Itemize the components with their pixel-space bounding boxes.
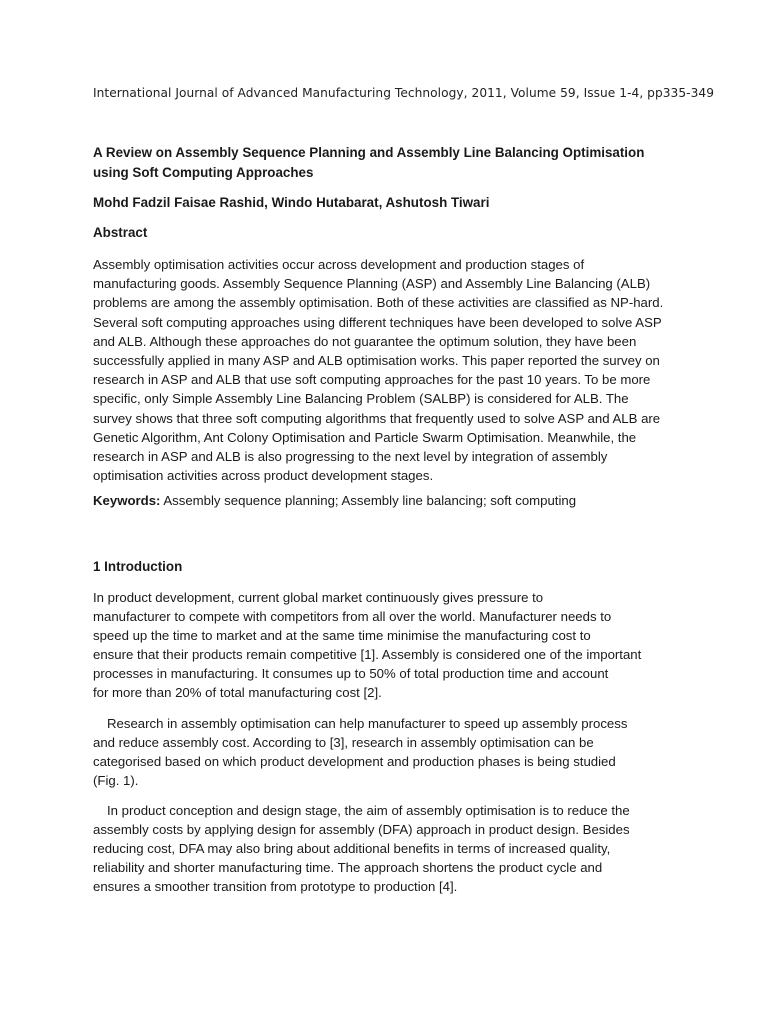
paragraph-line: and reduce assembly cost. According to [3], research in assembly optimisation can be [93, 734, 594, 750]
paper-title: A Review on Assembly Sequence Planning and Assembly Line Balancing Optimisation using Soft Computing Approaches [93, 145, 645, 180]
paragraph-line: reliability and shorter manufacturing time. The approach shortens the product cycle and [93, 859, 603, 875]
paragraph-line: In product conception and design stage, the aim of assembly optimisation is to reduce the [107, 803, 630, 818]
intro-paragraph-2 [93, 715, 673, 791]
paragraph-line: processes in manufacturing. It consumes up to 50% of total production time and account [93, 665, 609, 681]
paragraph-line: categorised based on which product development and production phases is being studied [93, 753, 616, 769]
journal-citation: International Journal of Advanced Manufacturing Technology, 2011, Volume 59, Issue 1-4, pp335-349 [93, 86, 715, 100]
paragraph-line: manufacturer to compete with competitors from all over the world. Manufacturer needs to [93, 608, 612, 624]
keywords-line [93, 493, 576, 508]
abstract-body: Assembly optimisation activities occur across development and production stages of manufacturing goods. Assembly Sequence Planning (ASP) and Assembly Line Balancing (ALB) problems are among the assembly optimisation. Both of these activities are classified as NP-hard. Several soft computing approaches using different techniques have been developed to solve ASP and ALB. Although these approaches do not guarantee the optimum solution, they have been successfully applied in many ASP and ALB optimisation works. This paper reported the survey on research in ASP and ALB that use soft computing approaches for the past 10 years. To be more specific, only Simple Assembly Line Balancing Problem (SALBP) is considered for ALB. The survey shows that three soft computing algorithms that frequently used to solve ASP and ALB are Genetic Algorithm, Ant Colony Optimisation and Particle Swarm Optimisation. Meanwhile, the research in ASP and ALB is also progressing to the next level by integration of assembly optimisation activities across product development stages. [93, 257, 664, 484]
intro-paragraph-3 [93, 802, 673, 897]
abstract-heading: Abstract [93, 225, 148, 240]
paragraph-line: ensure that their products remain competitive [1]. Assembly is considered one of the important [93, 646, 642, 662]
author-list: Mohd Fadzil Faisae Rashid, Windo Hutabarat, Ashutosh Tiwari [93, 195, 490, 210]
paragraph-line: speed up the time to market and at the same time minimise the manufacturing cost to [93, 627, 591, 643]
paragraph-line: (Fig. 1). [93, 772, 139, 788]
paragraph-line: ensures a smoother transition from prototype to production [4]. [93, 878, 458, 894]
paragraph-line: assembly costs by applying design for assembly (DFA) approach in product design. Besides [93, 821, 630, 837]
paragraph-line: for more than 20% of total manufacturing cost [2]. [93, 684, 382, 700]
paragraph-line: Research in assembly optimisation can help manufacturer to speed up assembly process [107, 716, 628, 731]
section-heading-introduction: 1 Introduction [93, 559, 183, 574]
paragraph-line: In product development, current global market continuously gives pressure to [93, 590, 544, 605]
paragraph-line: reducing cost, DFA may also bring about additional benefits in terms of increased quality, [93, 840, 611, 856]
keywords-label: Keywords: [93, 493, 161, 508]
intro-paragraph-1 [93, 589, 673, 702]
keywords-text: Assembly sequence planning; Assembly line balancing; soft computing [160, 493, 577, 508]
